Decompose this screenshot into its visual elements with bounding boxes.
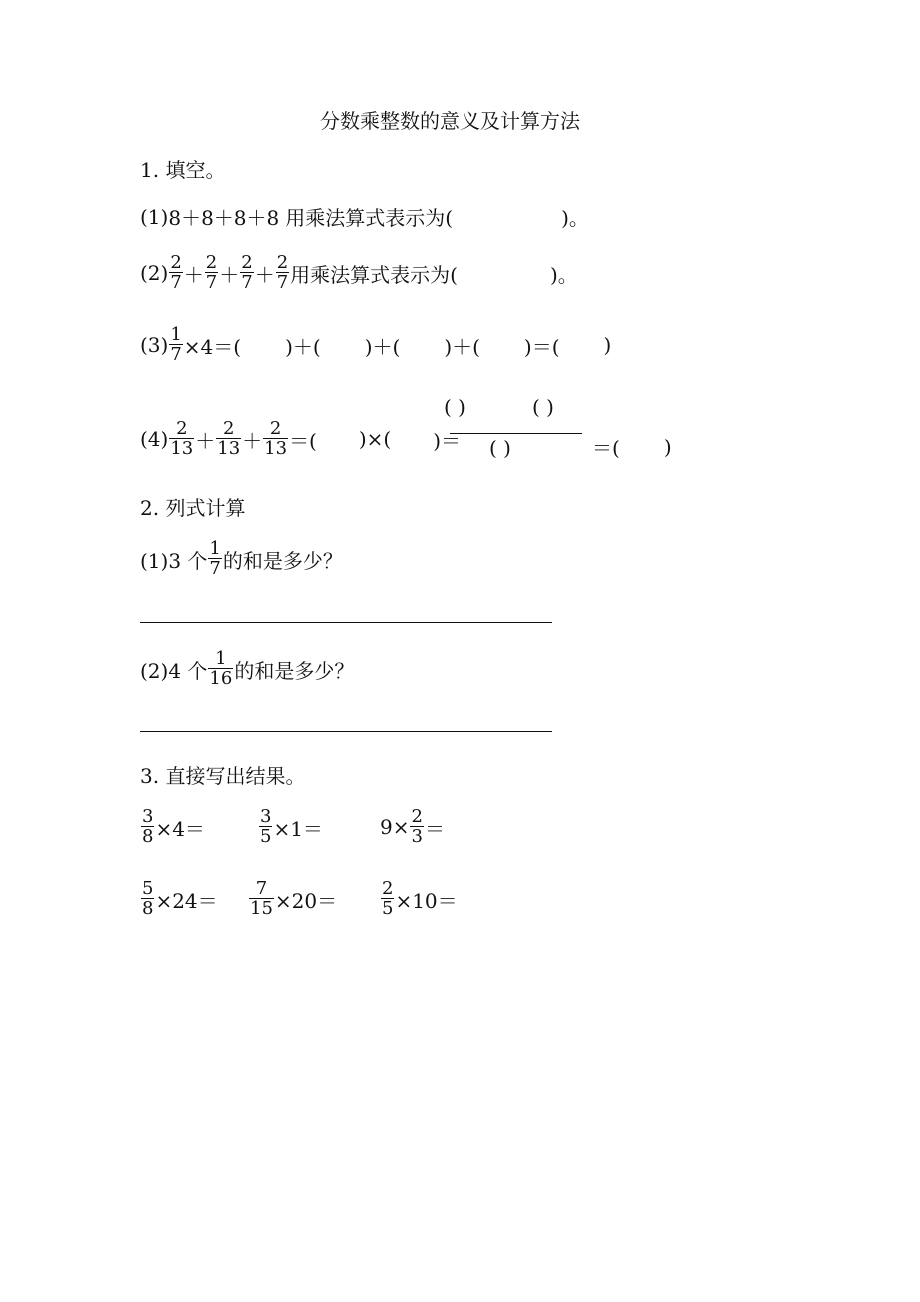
numerator: 5	[142, 878, 154, 899]
q1-4-prefix: (4)	[140, 427, 169, 451]
denominator: 16	[209, 668, 233, 689]
fraction	[169, 326, 182, 364]
q3-item	[258, 808, 323, 846]
fraction	[259, 808, 272, 846]
numerator: 2	[411, 806, 423, 827]
expression-tail: ×4＝	[155, 816, 205, 841]
q3-item	[380, 808, 445, 846]
sep: )＋(	[444, 334, 480, 359]
denominator: 7	[276, 272, 289, 293]
numerator: 1	[170, 324, 182, 345]
numerator: 3	[142, 806, 154, 827]
q1-heading: 1. 填空。	[140, 158, 226, 182]
expression-tail: ＝	[424, 816, 445, 841]
fraction	[169, 420, 194, 458]
q1-3-prefix: (3)	[140, 333, 169, 357]
fraction	[141, 880, 154, 918]
q2-item-1	[140, 540, 343, 578]
numerator: 1	[215, 648, 227, 669]
fraction	[208, 650, 233, 688]
q1-4-top-left[interactable]: ( )	[444, 395, 466, 419]
q3-item	[248, 880, 337, 918]
fraction	[216, 420, 241, 458]
close: )	[663, 434, 672, 459]
denominator: 3	[411, 826, 423, 847]
denominator: 7	[170, 344, 182, 365]
denominator: 8	[142, 826, 154, 847]
numerator: 2	[269, 418, 282, 439]
plus-sign: ＋	[219, 262, 240, 287]
eq3: ＝(	[592, 436, 620, 460]
close: )	[603, 333, 612, 357]
q1-4-fraction-bar	[450, 433, 582, 434]
times: )×(	[358, 427, 392, 451]
expression-head: 9×	[380, 815, 410, 839]
q1-1-expr: 8＋8＋8＋8	[168, 206, 280, 230]
q2-1-suffix: 的和是多少？	[222, 548, 343, 573]
numerator: 2	[276, 252, 289, 273]
numerator: 1	[209, 538, 221, 559]
answer-line[interactable]	[140, 622, 552, 623]
denominator: 8	[142, 898, 154, 919]
q1-4-bottom[interactable]: ( )	[489, 436, 511, 460]
fraction	[169, 254, 182, 292]
fraction	[205, 254, 218, 292]
fraction	[208, 540, 221, 578]
q1-1-text: 用乘法算式表示为(	[285, 206, 454, 230]
q3-item	[140, 808, 205, 846]
q1-1-close: )。	[561, 206, 589, 230]
q2-item-2	[140, 650, 354, 688]
plus-sign: ＋	[254, 262, 275, 287]
numerator: 2	[241, 252, 253, 273]
sep: )＋(	[364, 334, 401, 359]
page-title: 分数乘整数的意义及计算方法	[320, 109, 580, 133]
denominator: 5	[382, 898, 394, 919]
q1-item-4	[140, 420, 461, 458]
numerator: 2	[170, 252, 182, 273]
fraction	[141, 808, 154, 846]
q3-item	[380, 880, 458, 918]
numerator: 2	[222, 418, 235, 439]
fraction	[410, 808, 423, 846]
numerator: 2	[176, 418, 188, 439]
q2-2-prefix: (2)4 个	[140, 658, 208, 683]
q3-heading: 3. 直接写出结果。	[140, 764, 306, 788]
eq2: )＝	[433, 428, 462, 453]
q1-4-top-right[interactable]: ( )	[532, 395, 554, 419]
q1-item-2	[140, 254, 578, 292]
sep: )＋(	[285, 334, 321, 359]
denominator: 13	[170, 438, 194, 459]
plus-sign: ＋	[242, 428, 263, 453]
numerator: 2	[382, 878, 394, 899]
q3-item	[140, 880, 218, 918]
fraction	[263, 420, 288, 458]
fraction	[381, 880, 394, 918]
plus-sign: ＋	[195, 428, 216, 453]
q1-2-prefix: (2)	[140, 261, 169, 285]
q1-3-rest: ×4＝(	[183, 334, 242, 359]
fraction	[240, 254, 253, 292]
eq1: ＝(	[289, 428, 317, 453]
expression-tail: ×20＝	[274, 888, 338, 913]
denominator: 13	[217, 438, 241, 459]
answer-line[interactable]	[140, 731, 552, 732]
denominator: 5	[260, 826, 272, 847]
q2-1-prefix: (1)3 个	[140, 548, 208, 573]
q1-2-text: 用乘法算式表示为(	[290, 262, 458, 287]
q1-2-close: )。	[549, 262, 578, 287]
numerator: 7	[255, 878, 268, 899]
expression-tail: ×24＝	[155, 888, 218, 913]
denominator: 7	[241, 272, 253, 293]
eq: )＝(	[523, 334, 560, 359]
q2-2-suffix: 的和是多少？	[234, 658, 355, 683]
denominator: 15	[250, 898, 273, 919]
denominator: 7	[205, 272, 218, 293]
denominator: 7	[170, 272, 182, 293]
fraction	[249, 880, 274, 918]
numerator: 3	[260, 806, 272, 827]
expression-tail: ×10＝	[395, 888, 458, 913]
fraction	[276, 254, 289, 292]
expression-tail: ×1＝	[273, 816, 323, 841]
q2-heading: 2. 列式计算	[140, 496, 246, 520]
numerator: 2	[205, 252, 218, 273]
q1-item-1	[140, 202, 589, 231]
q1-item-3	[140, 326, 611, 364]
q1-4-final	[592, 432, 672, 461]
plus-sign: ＋	[183, 262, 204, 287]
q1-1-prefix: (1)	[140, 204, 169, 229]
denominator: 7	[209, 558, 221, 579]
denominator: 13	[264, 438, 288, 459]
